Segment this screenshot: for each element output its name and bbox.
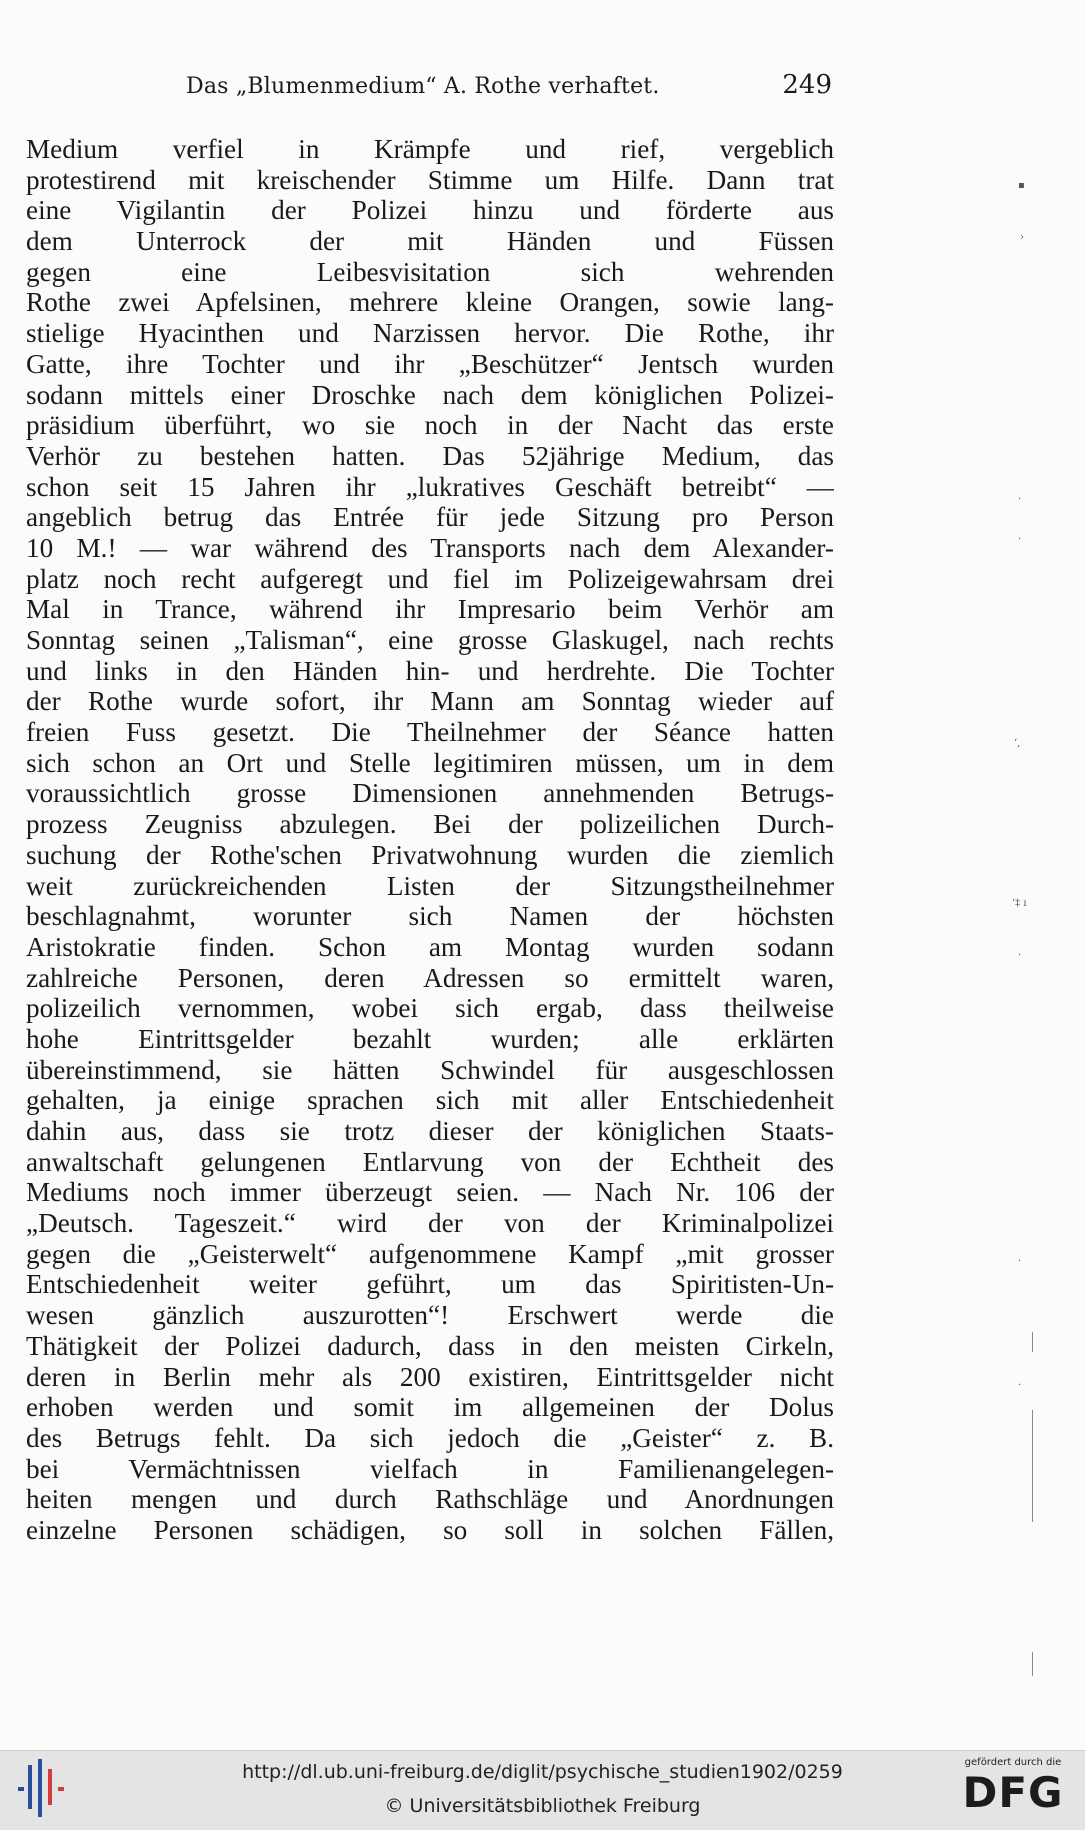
text-line: dem Unterrock der mit Händen und Füssen xyxy=(26,226,834,257)
copyright-notice: © Universitätsbibliothek Freiburg xyxy=(384,1795,701,1817)
text-line: sodann mittels einer Droschke nach dem königlichen Polizei- xyxy=(26,379,834,410)
text-line: suchung der Rothe'schen Privatwohnung wurden die ziemlich xyxy=(26,839,834,870)
text-line: Aristokratie finden. Schon am Montag wurden sodann xyxy=(26,931,834,962)
body-text xyxy=(26,134,834,1546)
dfg-funding-badge xyxy=(953,1757,1073,1825)
text-line: des Betrugs fehlt. Da sich jedoch die „Geister“ z. B. xyxy=(26,1422,834,1453)
dfg-caption: gefördert durch die xyxy=(964,1757,1062,1768)
text-line: und links in den Händen hin- und herdrehte. Die Tochter xyxy=(26,655,834,686)
text-line: Medium verfiel in Krämpfe und rief, vergeblich xyxy=(26,134,834,164)
text-line: gegen die „Geisterwelt“ aufgenommene Kampf „mit grosser xyxy=(26,1238,834,1269)
text-line: wesen gänzlich auszurotten“! Erschwert werde die xyxy=(26,1300,834,1331)
text-line: prozess Zeugniss abzulegen. Bei der polizeilichen Durch- xyxy=(26,809,834,840)
text-line: einzelne Personen schädigen, so soll in solchen Fällen, xyxy=(26,1514,834,1545)
text-line: protestirend mit kreischender Stimme um Hilfe. Dann trat xyxy=(26,164,834,195)
text-line: bei Vermächtnissen vielfach in Familienangelegen- xyxy=(26,1453,834,1484)
page-number: 249 xyxy=(782,70,832,100)
text-line: heiten mengen und durch Rathschläge und Anordnungen xyxy=(26,1484,834,1515)
text-line: übereinstimmend, sie hätten Schwindel für ausgeschlossen xyxy=(26,1054,834,1085)
text-line: Mediums noch immer überzeugt seien. — Nach Nr. 106 der xyxy=(26,1177,834,1208)
text-line: Verhör zu bestehen hatten. Das 52jährige Medium, das xyxy=(26,440,834,471)
text-line: stielige Hyacinthen und Narzissen hervor. Die Rothe, ihr xyxy=(26,318,834,349)
text-line: der Rothe wurde sofort, ihr Mann am Sonntag wieder auf xyxy=(26,686,834,717)
text-line: polizeilich vernommen, wobei sich ergab, dass theilweise xyxy=(26,993,834,1024)
text-line: voraussichtlich grosse Dimensionen annehmenden Betrugs- xyxy=(26,778,834,809)
text-line: angeblich betrug das Entrée für jede Sitzung pro Person xyxy=(26,502,834,533)
text-line: 10 M.! — war während des Transports nach dem Alexander- xyxy=(26,532,834,563)
text-line: zahlreiche Personen, deren Adressen so ermittelt waren, xyxy=(26,962,834,993)
text-line: schon seit 15 Jahren ihr „lukratives Geschäft betreibt“ — xyxy=(26,471,834,502)
text-line: weit zurückreichenden Listen der Sitzungstheilnehmer xyxy=(26,870,834,901)
text-line: gehalten, ja einige sprachen sich mit aller Entschiedenheit xyxy=(26,1085,834,1116)
text-line: eine Vigilantin der Polizei hinzu und förderte aus xyxy=(26,195,834,226)
text-line: dahin aus, dass sie trotz dieser der königlichen Staats- xyxy=(26,1116,834,1146)
text-line: deren in Berlin mehr als 200 existiren, Eintrittsgelder nicht xyxy=(26,1361,834,1392)
text-line: Gatte, ihre Tochter und ihr „Beschützer“ Jentsch wurden xyxy=(26,348,834,379)
text-line: hohe Eintrittsgelder bezahlt wurden; alle erklärten xyxy=(26,1023,834,1054)
running-title: Das „Blumenmedium“ A. Rothe verhaftet. xyxy=(186,74,660,99)
text-line: präsidium überführt, wo sie noch in der Nacht das erste xyxy=(26,410,834,441)
text-line: platz noch recht aufgeregt und fiel im Polizeigewahrsam drei xyxy=(26,563,834,594)
text-line: Thätigkeit der Polizei dadurch, dass in den meisten Cirkeln, xyxy=(26,1330,834,1361)
text-line: erhoben werden und somit im allgemeinen der Dolus xyxy=(26,1392,834,1423)
margin-marks: ▪ › · · ʻ, ʻ‡ ı · · · xyxy=(1010,0,1050,1750)
viewer-footer xyxy=(0,1750,1085,1830)
text-line: Sonntag seinen „Talisman“, eine grosse Glaskugel, nach rechts xyxy=(26,625,834,655)
text-line: freien Fuss gesetzt. Die Theilnehmer der Séance hatten xyxy=(26,717,834,748)
permalink-url[interactable]: http://dl.ub.uni-freiburg.de/diglit/psychische_studien1902/0259 xyxy=(242,1761,843,1783)
text-line: Entschiedenheit weiter geführt, um das Spiritisten-Un- xyxy=(26,1269,834,1300)
text-line: beschlagnahmt, worunter sich Namen der höchsten xyxy=(26,901,834,932)
dfg-logo-icon: DFG xyxy=(962,1768,1064,1817)
page-header xyxy=(26,70,832,110)
text-line: sich schon an Ort und Stelle legitimiren müssen, um in dem xyxy=(26,747,834,778)
text-line: Rothe zwei Apfelsinen, mehrere kleine Orangen, sowie lang- xyxy=(26,287,834,318)
text-line: „Deutsch. Tageszeit.“ wird der von der Kriminalpolizei xyxy=(26,1208,834,1239)
text-line: anwaltschaft gelungenen Entlarvung von der Echtheit des xyxy=(26,1146,834,1177)
text-line: gegen eine Leibesvisitation sich wehrenden xyxy=(26,256,834,287)
text-line: Mal in Trance, während ihr Impresario beim Verhör am xyxy=(26,594,834,625)
